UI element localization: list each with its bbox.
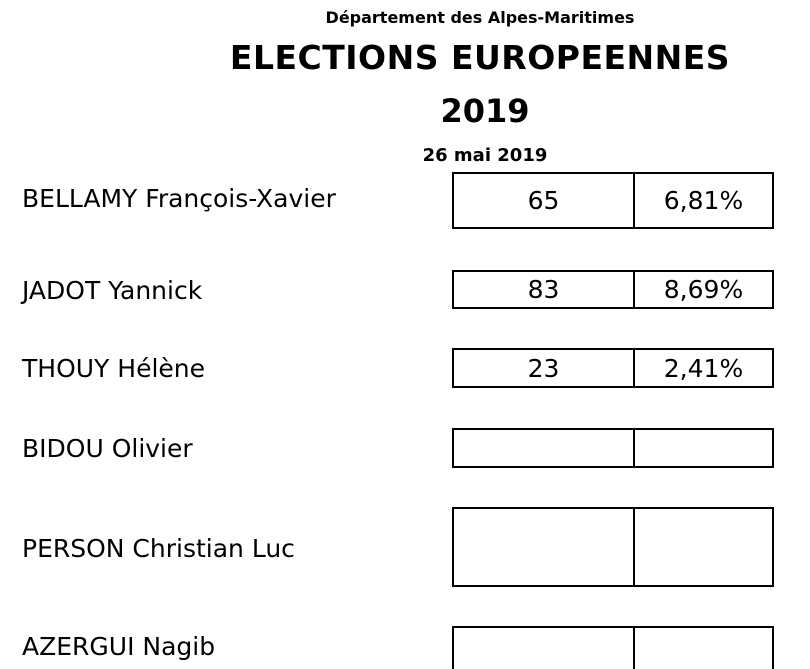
votes-cell — [454, 430, 635, 466]
percent-cell — [635, 509, 772, 585]
election-date: 26 mai 2019 — [422, 145, 548, 166]
percent-cell: 8,69% — [663, 275, 744, 304]
percent-cell: 6,81% — [663, 186, 744, 215]
result-box — [452, 507, 774, 587]
result-box — [452, 626, 774, 669]
votes-cell: 83 — [454, 272, 635, 307]
department-heading: Département des Alpes-Maritimes — [325, 8, 635, 27]
result-box — [452, 172, 774, 229]
candidate-name: THOUY Hélène — [22, 354, 205, 383]
page-title: ELECTIONS EUROPEENNES — [229, 38, 731, 77]
candidate-name: BIDOU Olivier — [22, 434, 193, 463]
votes-cell: 65 — [454, 174, 635, 227]
candidate-name: BELLAMY François-Xavier — [22, 184, 336, 213]
result-box — [452, 348, 774, 388]
percent-cell — [635, 430, 772, 466]
candidate-name: AZERGUI Nagib — [22, 632, 216, 661]
result-box — [452, 428, 774, 468]
votes-cell: 23 — [454, 350, 635, 386]
percent-cell: 2,41% — [663, 353, 744, 383]
votes-cell — [454, 628, 635, 669]
result-box — [452, 270, 774, 309]
candidate-name: JADOT Yannick — [22, 276, 203, 305]
percent-cell — [635, 628, 772, 669]
election-year: 2019 — [440, 92, 530, 130]
votes-cell — [454, 509, 635, 585]
candidate-name: PERSON Christian Luc — [22, 534, 295, 563]
